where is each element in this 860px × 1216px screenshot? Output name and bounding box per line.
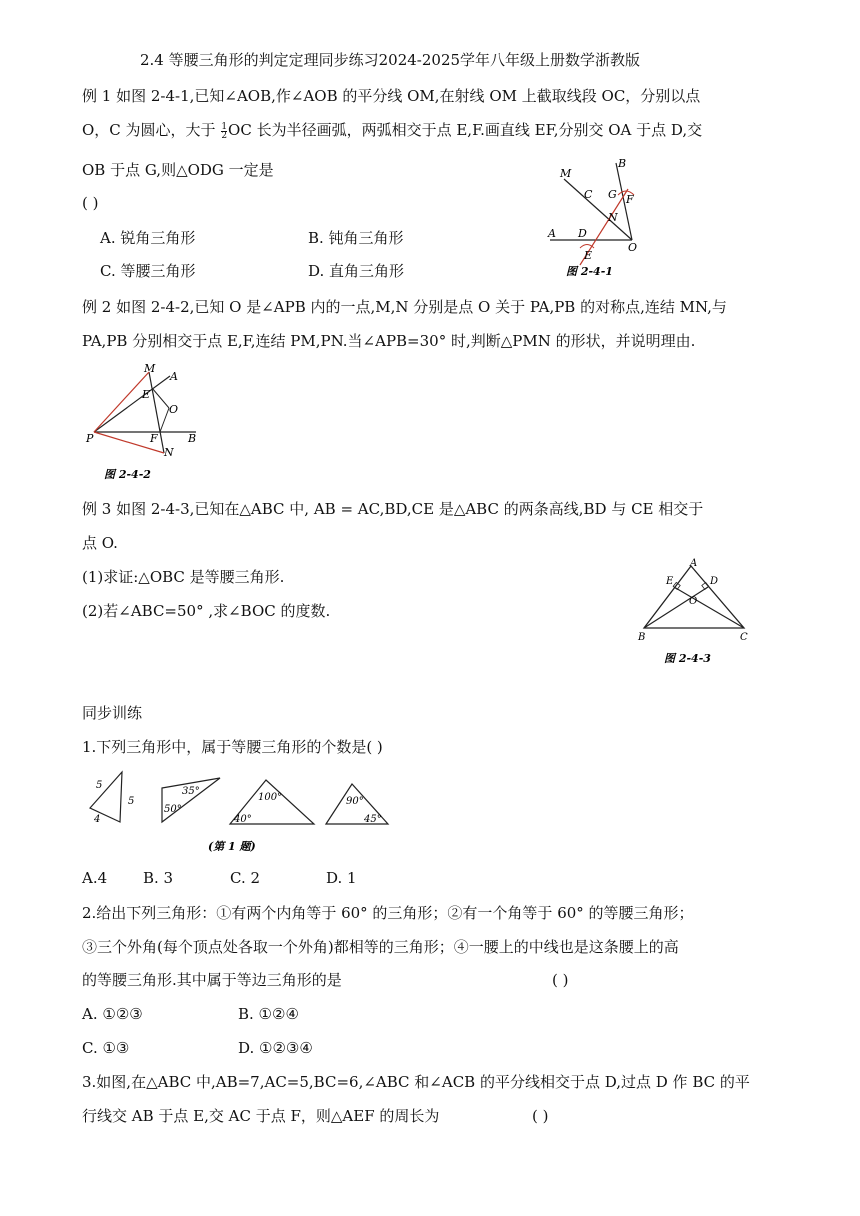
training-q1-stem: 1.下列三角形中，属于等腰三角形的个数是( ) — [82, 738, 383, 756]
label-m: M — [144, 362, 156, 375]
segment-pm — [94, 372, 149, 432]
q1-option-c: C. 2 — [230, 869, 261, 887]
training-heading: 同步训练 — [82, 704, 143, 722]
example1-option-a: A. 锐角三角形 — [100, 229, 196, 247]
label-b: B — [638, 632, 646, 643]
label-e: E — [666, 576, 674, 587]
figure-2-4-3-caption: 图 2-4-3 — [664, 652, 711, 665]
question1-caption: (第 1 题) — [208, 840, 256, 853]
example2-line1: 例 2 如图 2-4-2,已知 O 是∠APB 内的一点,M,N 分别是点 O 关于 PA,PB 的对称点,连结 MN,与 — [82, 298, 727, 316]
label-d: D — [578, 227, 587, 240]
altitude-ce — [674, 587, 744, 628]
page-title: 2.4 等腰三角形的判定定理同步练习2024-2025学年八年级上册数学浙教版 — [140, 51, 641, 69]
example1-paren: ( ) — [82, 194, 99, 212]
example3-line1: 例 3 如图 2-4-3,已知在△ABC 中, AB = AC,BD,CE 是△ABC 的两条高线,BD 与 CE 相交于 — [82, 500, 704, 518]
label-d: D — [710, 576, 719, 587]
q2-option-a: A. ①②③ — [82, 1005, 143, 1023]
segment-of — [160, 408, 169, 432]
label-p: P — [86, 432, 94, 445]
arc-e — [580, 245, 594, 249]
label-b: B — [618, 157, 627, 170]
altitude-bd — [644, 587, 708, 628]
q2-line2: ③三个外角(每个顶点处各取一个外角)都相等的三角形；④一腰上的中线也是这条腰上的高 — [82, 938, 679, 956]
label-n: N — [608, 211, 618, 224]
label-a: A — [548, 227, 556, 240]
figure-2-4-2-caption: 图 2-4-2 — [104, 468, 151, 481]
fraction-one-half — [221, 123, 227, 140]
label-f: F — [150, 432, 158, 445]
figure-2-4-3 — [634, 556, 760, 668]
q3-line1: 3.如图,在△ABC 中,AB=7,AC=5,BC=6,∠ABC 和∠ACB 的平分线相交于点 D,过点 D 作 BC 的平 — [82, 1073, 750, 1091]
example1-option-d: D. 直角三角形 — [308, 262, 405, 280]
tri2-angle-50: 50° — [164, 804, 182, 815]
example1-line2 — [82, 120, 702, 140]
example1-line2-after: OC 长为半径画弧，两弧相交于点 E,F.画直线 EF,分别交 OA 于点 D,交 — [228, 121, 703, 139]
label-o: O — [628, 241, 638, 254]
example3-q1: (1)求证:△OBC 是等腰三角形. — [82, 568, 285, 586]
q2-option-c: C. ①③ — [82, 1039, 130, 1057]
tri1-label-bottom: 4 — [94, 814, 101, 825]
label-o: O — [169, 403, 179, 416]
q1-option-a: A.4 — [82, 869, 108, 887]
example3-line2: 点 O. — [82, 534, 118, 552]
q2-line1: 2.给出下列三角形：①有两个内角等于 60° 的三角形；②有一个角等于 60° 的等腰三角形； — [82, 904, 694, 922]
fraction-numerator: 1 — [221, 121, 228, 132]
example1-option-b: B. 钝角三角形 — [308, 229, 404, 247]
figure-2-4-2 — [84, 360, 204, 485]
q2-option-d: D. ①②③④ — [238, 1039, 313, 1057]
tri2-angle-35: 35° — [182, 786, 200, 797]
q3-paren: ( ) — [532, 1107, 549, 1125]
label-c: C — [584, 188, 593, 201]
fraction-denominator: 2 — [221, 130, 228, 141]
example1-line2-before: O，C 为圆心，大于 — [82, 121, 221, 139]
label-g: G — [608, 188, 617, 201]
question1-figure — [82, 770, 402, 856]
figure-2-4-1-caption: 图 2-4-1 — [566, 265, 613, 278]
example1-line1: 例 1 如图 2-4-1,已知∠AOB,作∠AOB 的平分线 OM,在射线 OM 上截取线段 OC，分别以点 — [82, 87, 701, 105]
tri3-angle-40: 40° — [234, 814, 252, 825]
example1-option-c: C. 等腰三角形 — [100, 262, 196, 280]
label-e: E — [584, 249, 593, 262]
example2-line2: PA,PB 分别相交于点 E,F,连结 PM,PN.当∠APB=30° 时,判断△PMN 的形状，并说明理由. — [82, 332, 696, 350]
label-n: N — [164, 446, 174, 459]
label-b: B — [188, 432, 197, 445]
figure-2-4-1 — [540, 155, 660, 280]
q1-option-d: D. 1 — [326, 869, 357, 887]
q2-paren: ( ) — [552, 971, 569, 989]
tri1-label-top: 5 — [96, 780, 103, 791]
label-c: C — [740, 632, 748, 643]
example3-q2: (2)若∠ABC=50° ,求∠BOC 的度数. — [82, 602, 331, 620]
tri1-label-right: 5 — [128, 796, 135, 807]
label-a: A — [170, 370, 178, 383]
label-a: A — [690, 558, 698, 569]
q3-line2: 行线交 AB 于点 E,交 AC 于点 F，则△AEF 的周长为 — [82, 1107, 440, 1125]
label-o: O — [689, 596, 698, 607]
label-f: F — [626, 193, 634, 206]
tri4-angle-90: 90° — [346, 796, 364, 807]
label-e: E — [142, 388, 151, 401]
tri4-angle-45: 45° — [364, 814, 382, 825]
triangle-2 — [162, 778, 220, 822]
tri3-angle-100: 100° — [258, 792, 283, 803]
example1-line3: OB 于点 G,则△ODG 一定是 — [82, 161, 274, 179]
q1-option-b: B. 3 — [143, 869, 174, 887]
q2-line3: 的等腰三角形.其中属于等边三角形的是 — [82, 971, 342, 989]
q2-option-b: B. ①②④ — [238, 1005, 299, 1023]
label-m: M — [560, 167, 572, 180]
